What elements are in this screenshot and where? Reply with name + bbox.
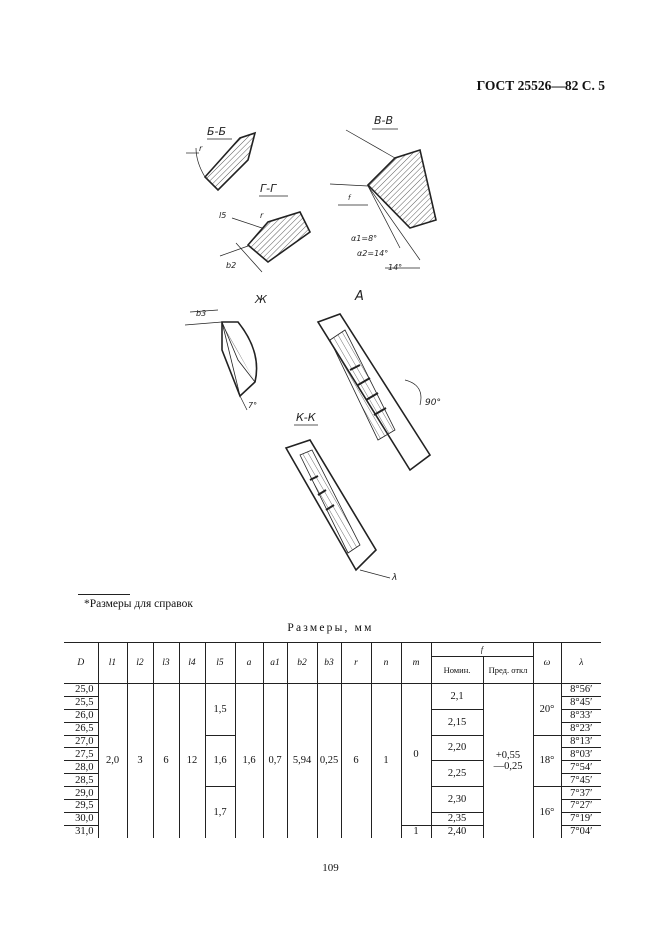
cell-d: 27,0	[64, 735, 98, 748]
section-bb-label: Б-Б	[207, 125, 227, 138]
cell-l5: 1,5	[205, 684, 235, 736]
cell-b3: 0,25	[317, 684, 341, 838]
col-header-lambda: λ	[561, 643, 601, 684]
section-bb	[186, 125, 255, 190]
section-kk-label: К-К	[296, 411, 316, 424]
cell-a: 1,6	[235, 684, 263, 838]
cell-d: 28,5	[64, 774, 98, 787]
col-header-l3: l3	[153, 643, 179, 684]
cell-d: 27,5	[64, 748, 98, 761]
cell-m: 0	[401, 684, 431, 826]
cell-omega: 18°	[533, 735, 561, 787]
cell-f-nom: 2,35	[431, 812, 483, 825]
section-vv-label: В-В	[374, 114, 394, 127]
cell-f-nom: 2,15	[431, 709, 483, 735]
cell-omega: 16°	[533, 787, 561, 838]
cell-d: 29,5	[64, 800, 98, 813]
cell-lambda: 7°54′	[561, 761, 601, 774]
section-gg-label: Г-Г	[260, 182, 277, 195]
page-header: ГОСТ 25526—82 С. 5	[476, 78, 605, 93]
cell-n: 1	[371, 684, 401, 838]
col-header-n: n	[371, 643, 401, 684]
cell-d: 28,0	[64, 761, 98, 774]
col-header-f-dev: Пред. откл	[483, 657, 533, 684]
cell-m: 1	[401, 825, 431, 837]
cell-f-nom: 2,1	[431, 684, 483, 710]
cell-lambda: 7°45′	[561, 774, 601, 787]
b3-label: b3	[196, 309, 207, 318]
cell-lambda: 8°33′	[561, 709, 601, 722]
cell-l1: 2,0	[98, 684, 127, 838]
cell-d: 25,0	[64, 684, 98, 697]
col-header-l2: l2	[127, 643, 153, 684]
col-header-l1: l1	[98, 643, 127, 684]
col-header-d: D	[64, 643, 98, 684]
col-header-b3: b3	[317, 643, 341, 684]
cell-lambda: 8°03′	[561, 748, 601, 761]
cell-lambda: 8°23′	[561, 722, 601, 735]
view-zh-label: Ж	[255, 293, 267, 306]
cell-f-nom: 2,30	[431, 787, 483, 813]
col-header-f-nom: Номин.	[431, 657, 483, 684]
col-header-a: a	[235, 643, 263, 684]
table-caption: Размеры, мм	[287, 622, 374, 634]
col-header-omega: ω	[533, 643, 561, 684]
b2-label: b2	[226, 261, 237, 270]
cell-b2: 5,94	[287, 684, 317, 838]
cell-f-dev	[483, 684, 533, 838]
alpha1-label: α1=8°	[351, 234, 378, 243]
seven-deg-label: 7°	[248, 401, 258, 410]
cell-d: 25,5	[64, 696, 98, 709]
alpha2-label: α2=14°	[357, 249, 389, 258]
section-vv	[330, 114, 436, 272]
cell-l5: 1,7	[205, 787, 235, 838]
cell-f-nom: 2,20	[431, 735, 483, 761]
radius-label: r	[199, 144, 203, 153]
view-zh	[185, 293, 268, 410]
f-label: f	[348, 194, 351, 202]
dimensions-table	[64, 642, 601, 838]
cell-l2: 3	[127, 684, 153, 838]
cell-lambda: 8°45′	[561, 696, 601, 709]
view-a-label: A	[355, 289, 364, 304]
col-header-b2: b2	[287, 643, 317, 684]
cell-l4: 12	[179, 684, 205, 838]
radius-label-2: r	[260, 211, 264, 220]
section-gg	[219, 182, 310, 272]
cell-lambda: 7°37′	[561, 787, 601, 800]
cell-lambda: 7°27′	[561, 800, 601, 813]
col-header-f: f	[431, 643, 533, 657]
col-header-r: r	[341, 643, 371, 684]
col-header-a1: a1	[263, 643, 287, 684]
cell-d: 29,0	[64, 787, 98, 800]
cell-d: 31,0	[75, 826, 94, 838]
cell-d: 26,0	[64, 709, 98, 722]
lambda-label: λ	[392, 573, 398, 583]
cell-r: 6	[341, 684, 371, 838]
cell-lambda: 7°19′	[561, 812, 601, 825]
cell-lambda: 8°56′	[561, 684, 601, 697]
cell-l5: 1,6	[205, 735, 235, 787]
cell-lambda: 8°13′	[561, 735, 601, 748]
cell-d: 26,5	[64, 722, 98, 735]
cell-f-nom: 2,25	[431, 761, 483, 787]
cell-d: 30,0	[64, 812, 98, 825]
cell-omega: 20°	[533, 684, 561, 736]
col-header-m: m	[401, 643, 431, 684]
cell-lambda: 7°04′	[561, 825, 601, 837]
cell-l3: 6	[153, 684, 179, 838]
footnote-rule	[78, 594, 130, 595]
page-number: 109	[322, 862, 339, 874]
col-header-l5: l5	[205, 643, 235, 684]
fourteen-label: 14°	[388, 263, 403, 272]
col-header-l4: l4	[179, 643, 205, 684]
cell-f-nom: 2,40	[431, 825, 483, 837]
l5-label: l5	[219, 211, 227, 220]
footnote: *Размеры для справок	[84, 598, 193, 610]
cell-a1: 0,7	[263, 684, 287, 838]
cell-f-dev-plus: +0,55	[495, 749, 521, 761]
ninety-deg-label: 90°	[425, 398, 441, 408]
view-a	[318, 289, 441, 470]
cell-f-dev-minus: —0,25	[493, 760, 523, 772]
